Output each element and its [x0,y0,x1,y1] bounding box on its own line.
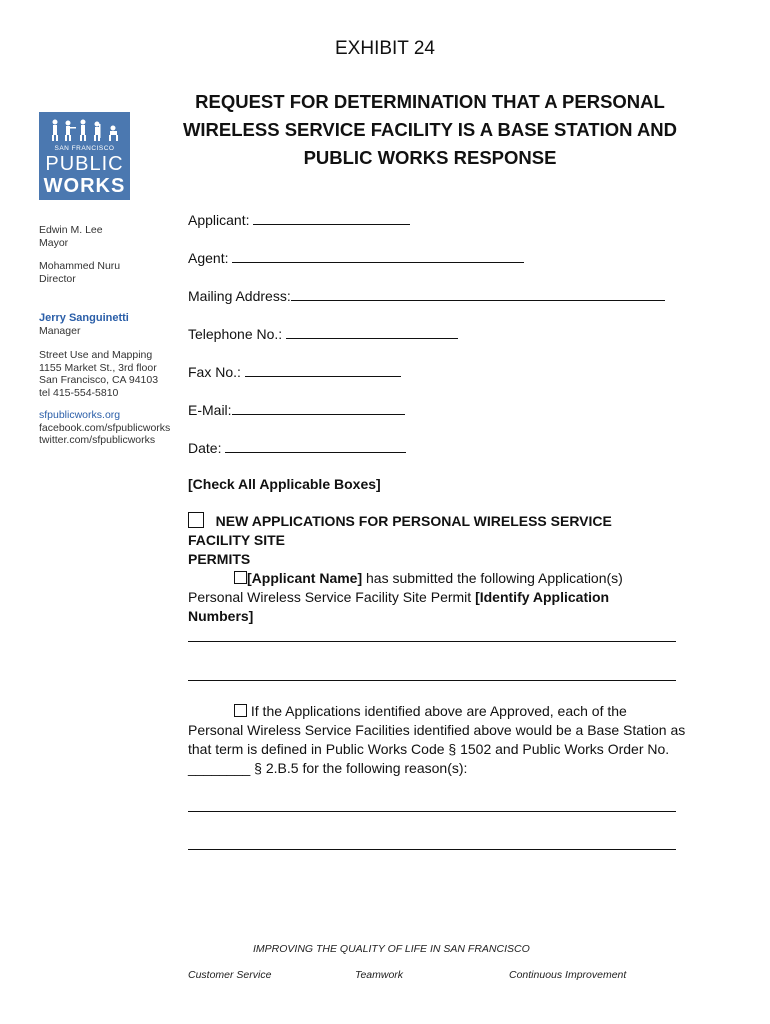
address-block [39,349,158,399]
applicant-name-placeholder: [Applicant Name] [247,570,363,586]
director-title: Director [39,272,76,285]
para1-text-2: Personal Wireless Service Facility Site Permit [188,589,476,605]
title-line-2: WIRELESS SERVICE FACILITY IS A BASE STATION AND [182,119,678,140]
new-applications-checkbox[interactable] [188,512,204,528]
order-number-blank[interactable]: ________ [188,760,251,776]
website-link[interactable]: sfpublicworks.org [39,409,121,421]
title-line-1: REQUEST FOR DETERMINATION THAT A PERSONAL [195,91,665,112]
logo-line-1: PUBLIC [45,153,124,175]
address-line-1: 1155 Market St., 3rd floor [39,361,157,374]
base-station-checkbox[interactable] [234,704,247,717]
para2-line-4: § 2.B.5 for the following reason(s): [250,760,468,776]
public-works-logo [39,112,130,200]
footer-value-customer-service: Customer Service [188,969,272,981]
fax-label: Fax No.: [188,364,241,380]
answer-line-2[interactable] [188,680,676,681]
applicant-submitted-checkbox[interactable] [234,571,247,584]
logo-line-2: WORKS [43,175,126,197]
address-line-2: San Francisco, CA 94103 [39,374,159,386]
section-heading-line-2: PERMITS [188,551,251,567]
mailing-input[interactable] [291,286,665,301]
date-field [188,438,406,456]
section-heading [188,512,668,569]
document-title [160,88,700,172]
answer-line-1[interactable] [188,641,676,642]
director-name: Mohammed Nuru [39,260,121,272]
instructions: [Check All Applicable Boxes] [188,476,381,492]
date-input[interactable] [225,438,406,453]
facebook-link[interactable]: facebook.com/sfpublicworks [39,421,171,434]
section-heading-line-1: NEW APPLICATIONS FOR PERSONAL WIRELESS SERVICE FACILITY SITE [188,513,612,548]
title-line-3: PUBLIC WORKS RESPONSE [303,147,557,168]
mayor-name: Edwin M. Lee [39,224,103,236]
email-label: E-Mail: [188,402,232,418]
workers-figures-icon [39,118,130,142]
manager-title: Manager [39,324,81,337]
fax-field [188,362,401,380]
mayor-block [39,224,103,249]
agent-field [188,248,524,266]
manager-name: Jerry Sanguinetti [39,312,129,324]
mailing-label: Mailing Address: [188,288,291,304]
footer-motto: IMPROVING THE QUALITY OF LIFE IN SAN FRANCISCO [253,943,530,955]
email-field [188,400,405,418]
base-station-paragraph [188,702,688,778]
para2-line-1: If the Applications identified above are Approved, each of the [247,703,627,719]
email-input[interactable] [232,400,405,415]
para2-line-3: that term is defined in Public Works Code § 1502 and Public Works Order No. [188,741,670,757]
telephone-field [188,324,458,342]
footer-value-continuous-improvement: Continuous Improvement [509,969,627,981]
para2-line-2: Personal Wireless Service Facilities identified above would be a Base Station as [188,722,686,738]
answer-line-4[interactable] [188,849,676,850]
director-block [39,260,120,285]
links-block [39,409,170,447]
date-label: Date: [188,440,222,456]
mayor-title: Mayor [39,236,69,249]
agent-label: Agent: [188,250,229,266]
applicant-field [188,210,410,228]
twitter-link[interactable]: twitter.com/sfpublicworks [39,434,156,446]
telephone-label: Telephone No.: [188,326,283,342]
logo-small-text: SAN FRANCISCO [54,145,115,152]
exhibit-label: EXHIBIT 24 [335,38,435,59]
applicant-paragraph [188,569,678,626]
department: Street Use and Mapping [39,349,153,361]
phone: tel 415-554-5810 [39,386,119,399]
answer-line-3[interactable] [188,811,676,812]
application-numbers-placeholder: [Identify Application Numbers] [188,589,610,624]
telephone-input[interactable] [286,324,458,339]
manager-block [39,312,129,337]
applicant-input[interactable] [253,210,410,225]
mailing-field [188,286,665,304]
applicant-label: Applicant: [188,212,250,228]
fax-input[interactable] [245,362,401,377]
agent-input[interactable] [232,248,524,263]
para1-text-1: has submitted the following Application(s) [362,570,623,586]
footer-value-teamwork: Teamwork [355,969,404,981]
